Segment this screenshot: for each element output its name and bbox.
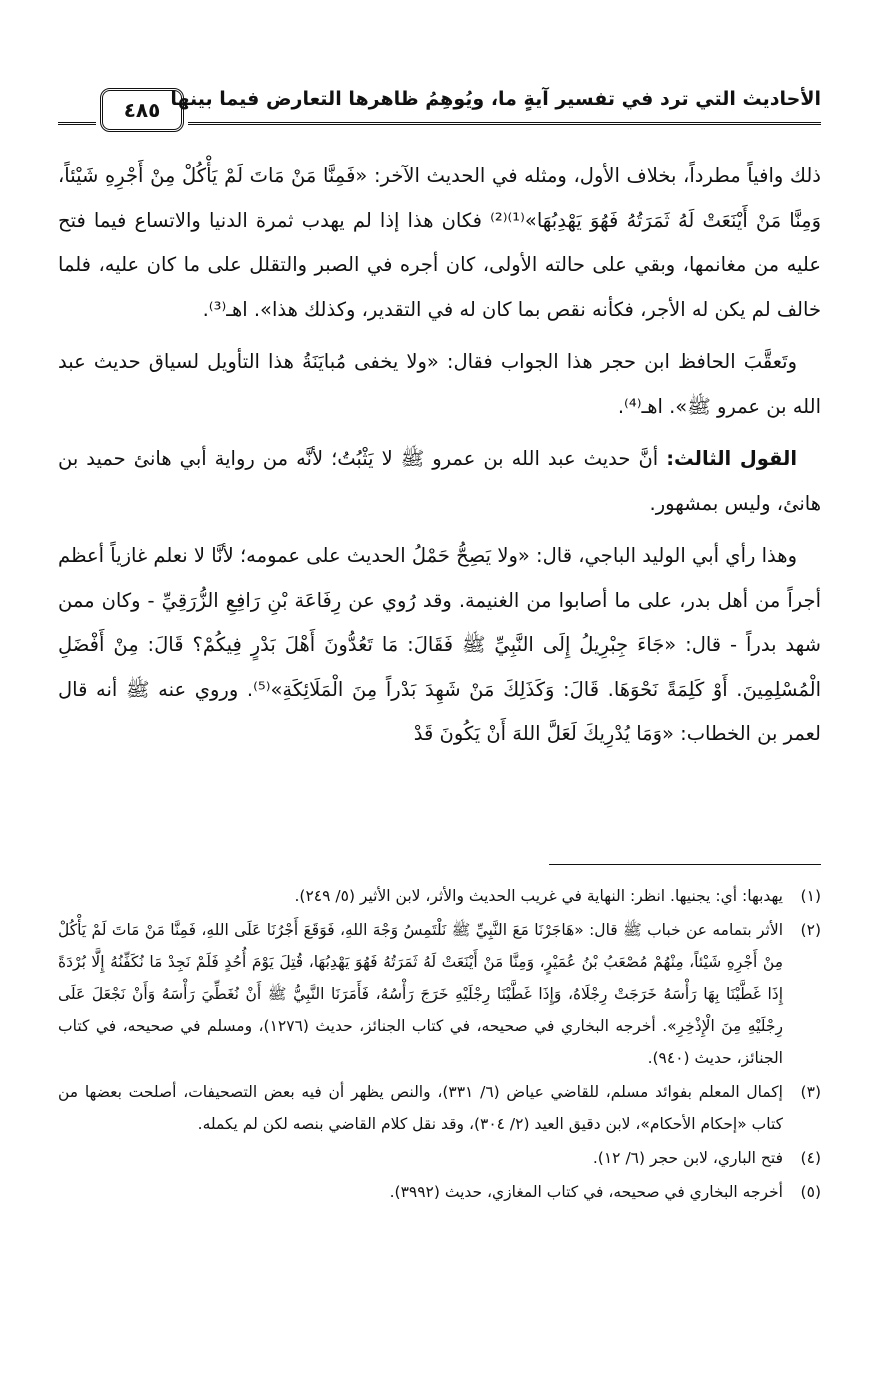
footnotes bbox=[58, 880, 821, 1210]
main-text bbox=[58, 154, 821, 765]
header-double-rule bbox=[188, 122, 821, 127]
paragraph-3-text: أنَّ حديث عبد الله بن عمرو ﷺ لا يَثْبُتُ؛ لأنَّه من رواية أبي هانئ حميد بن هانئ، وليس بمشهور. bbox=[58, 447, 821, 515]
footnote-number: (٢) bbox=[800, 921, 821, 939]
paragraph-1: ذلك وافياً مطرداً، بخلاف الأول، ومثله في الحديث الآخر: «فَمِنَّا مَنْ مَاتَ لَمْ يَأْكُلْ مِنْ أَجْرِهِ شَيْئاً، وَمِنَّا مَنْ أَيْنَعَتْ لَهُ ثَمَرَتُهُ فَهُوَ يَهْدِبُهَا»⁽¹⁾⁽²⁾ فكان هذا إذا لم يهدب ثمرة الدنيا والاتساع فيما فتح عليه من مغانمها، وبقي على حالته الأولى، كان أجره في الصبر والتقلل على ما كان عليه، فلما خالف لم يكن له الأجر، فكأنه نقص بما كان له في التقدير، وكذلك هذا». اهـ⁽³⁾. bbox=[58, 164, 821, 321]
footnote-4 bbox=[58, 1142, 821, 1174]
footnote-text: أخرجه البخاري في صحيحه، في كتاب المغازي، حديث (٣٩٩٢). bbox=[389, 1183, 783, 1201]
header-title: الأحاديث التي ترد في تفسير آيةٍ ما، ويُوهِمُ ظاهرها التعارض فيما بينها bbox=[170, 88, 821, 110]
third-opinion-heading: القول الثالث: bbox=[666, 447, 798, 470]
footnote-text: الأثر بتمامه عن خباب ﷺ قال: «هَاجَرْنَا مَعَ النَّبِيِّ ﷺ نَلْتَمِسُ وَجْهَ اللهِ، فَوَقَعَ أَجْرُنَا عَلَى اللهِ، فَمِنَّا مَنْ مَاتَ لَمْ يَأْكُلْ مِنْ أَجْرِهِ شَيْئاً، مِنْهُمْ مُصْعَبُ بْنُ عُمَيْرٍ، وَمِنَّا مَنْ أَيْنَعَتْ لَهُ ثَمَرَتُهُ فَهُوَ يَهْدِبُهَا، قُتِلَ يَوْمَ أُحُدٍ فَلَمْ نَجِدْ مَا نُكَفِّنُهُ إِلَّا بُرْدَةً إِذَا غَطَّيْنَا بِهَا رَأْسَهُ خَرَجَتْ رِجْلَاهُ، وَإِذَا غَطَّيْنَا رِجْلَيْهِ خَرَجَ رَأْسُهُ، فَأَمَرَنَا النَّبِيُّ ﷺ أَنْ نُغَطِّيَ رَأْسَهُ وَأَنْ نَجْعَلَ عَلَى رِجْلَيْهِ مِنَ الْإِذْخِرِ». أخرجه البخاري في صحيحه، في كتاب الجنائز، حديث (١٢٧٦)، ومسلم في صحيحه، في كتاب الجنائز، حديث (٩٤٠). bbox=[58, 921, 783, 1067]
footnote-text: يهدبها: أي: يجنيها. انظر: النهاية في غريب الحديث والأثر، لابن الأثير (٥/ ٢٤٩). bbox=[294, 887, 783, 905]
page-number: ٤٨٥ bbox=[100, 88, 184, 132]
running-header bbox=[58, 82, 821, 138]
footnote-3 bbox=[58, 1076, 821, 1140]
footnote-number: (١) bbox=[800, 887, 821, 905]
header-left-rule bbox=[58, 122, 96, 127]
footnote-text: إكمال المعلم بفوائد مسلم، للقاضي عياض (٦/ ٣٣١)، والنص يظهر أن فيه بعض التصحيفات، أصلحت بعضها من كتاب «إحكام الأحكام»، لابن دقيق العيد (٢/ ٣٠٤)، وقد نقل كلام القاضي بنصه لكن لم يكمله. bbox=[58, 1083, 783, 1133]
book-page bbox=[58, 82, 821, 1344]
paragraph-3 bbox=[58, 437, 821, 526]
footnote-5 bbox=[58, 1176, 821, 1208]
footnote-2 bbox=[58, 914, 821, 1074]
footnote-number: (٤) bbox=[800, 1149, 821, 1167]
footnote-number: (٥) bbox=[800, 1183, 821, 1201]
paragraph-4: وهذا رأي أبي الوليد الباجي، قال: «ولا يَصِحُّ حَمْلُ الحديث على عمومه؛ لأنَّا لا نعلم غازياً أعظم أجراً من أهل بدر، على ما أصابوا من الغنيمة. وقد رُوي عن رِفَاعَة بْنِ رَافِعِ الزُّرَقِيِّ - وكان ممن شهد بدراً - قال: «جَاءَ جِبْرِيلُ إِلَى النَّبِيِّ ﷺ فَقَالَ: مَا تَعُدُّونَ أَهْلَ بَدْرٍ فِيكُمْ؟ قَالَ: مِنْ أَفْضَلِ الْمُسْلِمِينَ. أَوْ كَلِمَةً نَحْوَهَا. قَالَ: وَكَذَلِكَ مَنْ شَهِدَ بَدْراً مِنَ الْمَلَائِكَةِ»⁽⁵⁾. وروي عنه ﷺ أنه قال لعمر بن الخطاب: «وَمَا يُدْرِيكَ لَعَلَّ اللهَ أَنْ يَكُونَ قَدْ bbox=[58, 544, 821, 745]
footnote-1 bbox=[58, 880, 821, 912]
paragraph-2: وتَعقَّبَ الحافظ ابن حجر هذا الجواب فقال: «ولا يخفى مُبايَنَةُ هذا التأويل لسياق حديث عبد الله بن عمرو ﷺ». اهـ⁽⁴⁾. bbox=[58, 350, 821, 418]
footnote-separator bbox=[549, 864, 821, 865]
footnote-text: فتح الباري، لابن حجر (٦/ ١٢). bbox=[592, 1149, 783, 1167]
footnote-number: (٣) bbox=[800, 1083, 821, 1101]
